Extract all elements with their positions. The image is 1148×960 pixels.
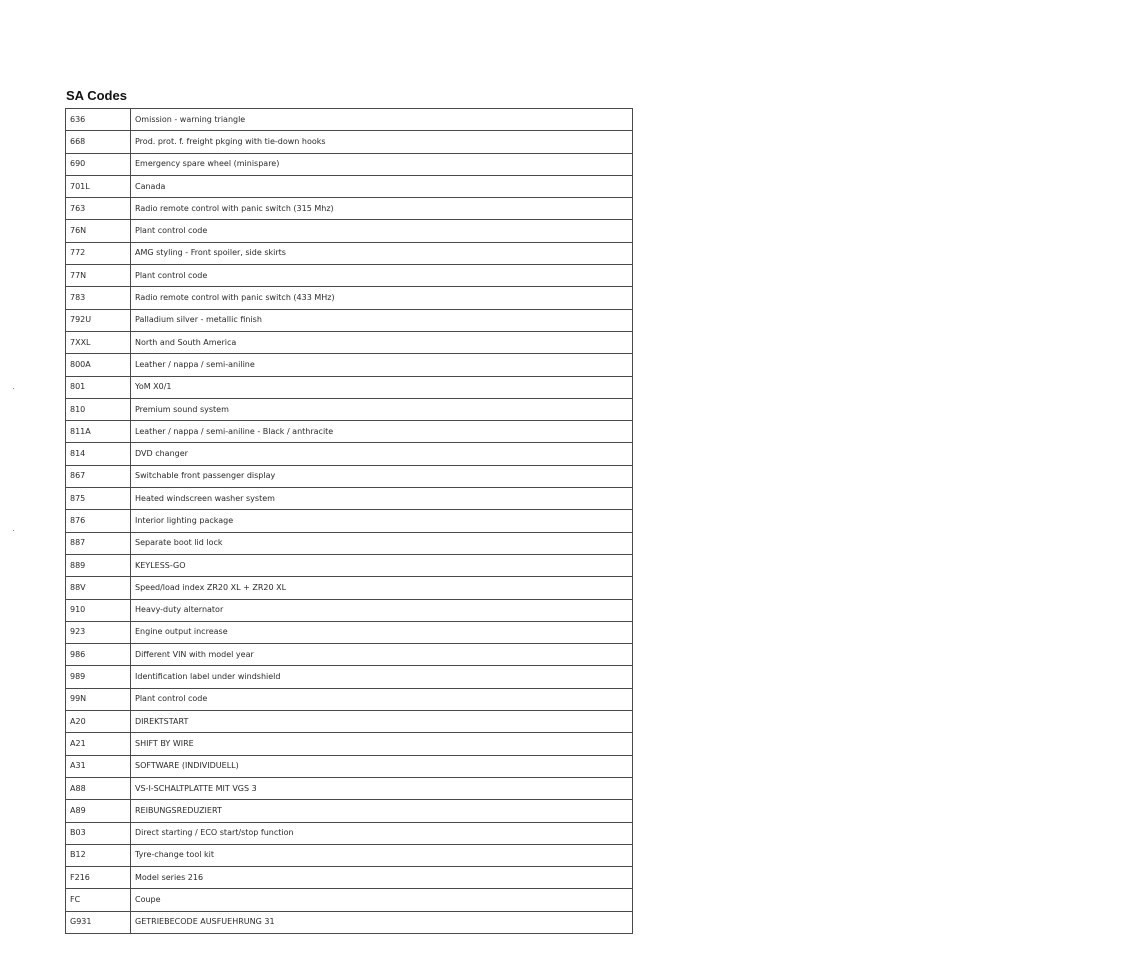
sa-code-cell: 910 — [66, 599, 131, 621]
sa-code-cell: 923 — [66, 621, 131, 643]
table-row — [66, 889, 633, 911]
sa-description-cell: GETRIEBECODE AUSFUEHRUNG 31 — [131, 911, 633, 933]
sa-description-cell: SHIFT BY WIRE — [131, 733, 633, 755]
sa-description-cell: Engine output increase — [131, 621, 633, 643]
sa-description-cell: Plant control code — [131, 688, 633, 710]
sa-code-cell: 887 — [66, 532, 131, 554]
table-row — [66, 265, 633, 287]
table-row — [66, 755, 633, 777]
sa-code-cell: A88 — [66, 777, 131, 799]
table-row — [66, 644, 633, 666]
sa-code-cell: 875 — [66, 488, 131, 510]
sa-description-cell: Separate boot lid lock — [131, 532, 633, 554]
sa-description-cell: REIBUNGSREDUZIERT — [131, 800, 633, 822]
table-row — [66, 621, 633, 643]
table-row — [66, 465, 633, 487]
sa-code-cell: 783 — [66, 287, 131, 309]
page-title: SA Codes — [66, 88, 127, 103]
sa-code-cell: 792U — [66, 309, 131, 331]
sa-description-cell: KEYLESS-GO — [131, 554, 633, 576]
sa-description-cell: YoM X0/1 — [131, 376, 633, 398]
sa-description-cell: Canada — [131, 175, 633, 197]
sa-code-cell: 800A — [66, 354, 131, 376]
sa-description-cell: Plant control code — [131, 220, 633, 242]
sa-description-cell: Radio remote control with panic switch (433 MHz) — [131, 287, 633, 309]
sa-description-cell: Direct starting / ECO start/stop function — [131, 822, 633, 844]
table-row — [66, 733, 633, 755]
table-row — [66, 153, 633, 175]
table-row — [66, 220, 633, 242]
table-row — [66, 577, 633, 599]
sa-code-cell: A89 — [66, 800, 131, 822]
sa-description-cell: Plant control code — [131, 265, 633, 287]
sa-description-cell: Palladium silver - metallic finish — [131, 309, 633, 331]
sa-description-cell: Speed/load index ZR20 XL + ZR20 XL — [131, 577, 633, 599]
sa-code-cell: 876 — [66, 510, 131, 532]
sa-code-cell: 814 — [66, 443, 131, 465]
sa-description-cell: North and South America — [131, 331, 633, 353]
sa-description-cell: Leather / nappa / semi-aniline — [131, 354, 633, 376]
table-row — [66, 532, 633, 554]
sa-description-cell: Leather / nappa / semi-aniline - Black / anthracite — [131, 421, 633, 443]
sa-description-cell: DVD changer — [131, 443, 633, 465]
sa-description-cell: Different VIN with model year — [131, 644, 633, 666]
table-row — [66, 666, 633, 688]
sa-description-cell: AMG styling - Front spoiler, side skirts — [131, 242, 633, 264]
sa-code-cell: 989 — [66, 666, 131, 688]
sa-code-cell: B12 — [66, 844, 131, 866]
sa-codes-table-body — [66, 109, 633, 934]
table-row — [66, 510, 633, 532]
table-row — [66, 175, 633, 197]
sa-code-cell: 76N — [66, 220, 131, 242]
sa-code-cell: B03 — [66, 822, 131, 844]
sa-description-cell: Emergency spare wheel (minispare) — [131, 153, 633, 175]
sa-description-cell: Omission - warning triangle — [131, 109, 633, 131]
sa-code-cell: A20 — [66, 711, 131, 733]
table-row — [66, 198, 633, 220]
sa-description-cell: VS-I-SCHALTPLATTE MIT VGS 3 — [131, 777, 633, 799]
sa-description-cell: DIREKTSTART — [131, 711, 633, 733]
sa-code-cell: 889 — [66, 554, 131, 576]
table-row — [66, 711, 633, 733]
table-row — [66, 331, 633, 353]
table-row — [66, 287, 633, 309]
table-row — [66, 822, 633, 844]
sa-codes-table — [65, 108, 633, 934]
sa-description-cell: Radio remote control with panic switch (315 Mhz) — [131, 198, 633, 220]
table-row — [66, 109, 633, 131]
sa-description-cell: Identification label under windshield — [131, 666, 633, 688]
sa-code-cell: FC — [66, 889, 131, 911]
table-row — [66, 777, 633, 799]
sa-code-cell: G931 — [66, 911, 131, 933]
sa-code-cell: 867 — [66, 465, 131, 487]
sa-code-cell: 99N — [66, 688, 131, 710]
table-row — [66, 867, 633, 889]
table-row — [66, 844, 633, 866]
table-row — [66, 354, 633, 376]
sa-code-cell: 88V — [66, 577, 131, 599]
sa-description-cell: Model series 216 — [131, 867, 633, 889]
sa-code-cell: 636 — [66, 109, 131, 131]
table-row — [66, 599, 633, 621]
sa-description-cell: Premium sound system — [131, 398, 633, 420]
sa-code-cell: 811A — [66, 421, 131, 443]
table-row — [66, 911, 633, 933]
sa-code-cell: 7XXL — [66, 331, 131, 353]
table-row — [66, 443, 633, 465]
sa-code-cell: 690 — [66, 153, 131, 175]
sa-code-cell: F216 — [66, 867, 131, 889]
sa-code-cell: 810 — [66, 398, 131, 420]
sa-description-cell: Interior lighting package — [131, 510, 633, 532]
sa-description-cell: Prod. prot. f. freight pkging with tie-down hooks — [131, 131, 633, 153]
sa-code-cell: 77N — [66, 265, 131, 287]
table-row — [66, 421, 633, 443]
sa-code-cell: 668 — [66, 131, 131, 153]
sa-code-cell: 763 — [66, 198, 131, 220]
sa-code-cell: 701L — [66, 175, 131, 197]
table-row — [66, 376, 633, 398]
table-row — [66, 554, 633, 576]
sa-code-cell: 986 — [66, 644, 131, 666]
table-row — [66, 488, 633, 510]
table-row — [66, 242, 633, 264]
table-row — [66, 398, 633, 420]
table-row — [66, 309, 633, 331]
sa-description-cell: Coupe — [131, 889, 633, 911]
sa-code-cell: 772 — [66, 242, 131, 264]
sa-description-cell: Tyre-change tool kit — [131, 844, 633, 866]
sa-description-cell: Heated windscreen washer system — [131, 488, 633, 510]
sa-description-cell: Switchable front passenger display — [131, 465, 633, 487]
sa-description-cell: SOFTWARE (INDIVIDUELL) — [131, 755, 633, 777]
table-row — [66, 800, 633, 822]
margin-dot — [13, 388, 14, 389]
sa-code-cell: A31 — [66, 755, 131, 777]
sa-code-cell: A21 — [66, 733, 131, 755]
sa-code-cell: 801 — [66, 376, 131, 398]
sa-description-cell: Heavy-duty alternator — [131, 599, 633, 621]
margin-dot — [13, 530, 14, 531]
table-row — [66, 688, 633, 710]
table-row — [66, 131, 633, 153]
